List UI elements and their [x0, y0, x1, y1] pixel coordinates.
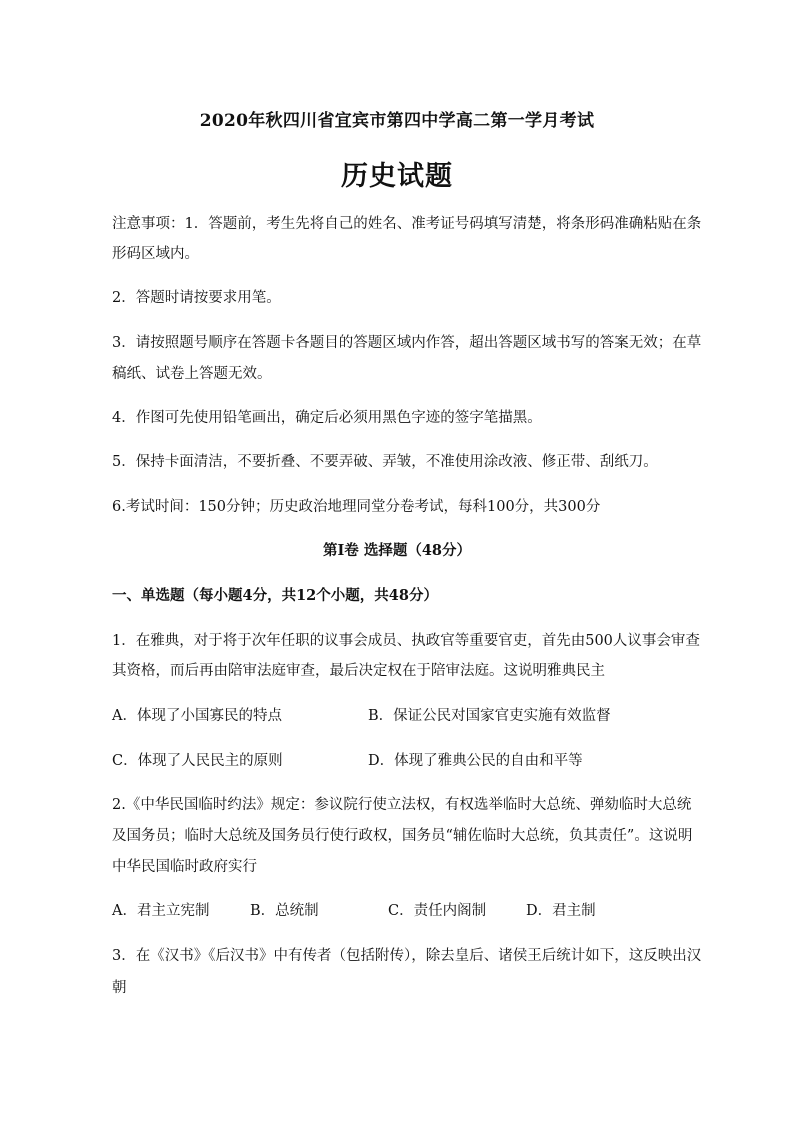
question-3-line-2: 朝 — [112, 980, 127, 996]
question-2-line-3: 中华民国临时政府实行 — [112, 859, 257, 875]
notice-1-line-2: 形码区域内。 — [112, 246, 199, 262]
volume-title: 第Ⅰ卷 选择题（48分） — [322, 542, 471, 559]
question-1-option-d: D．体现了雅典公民的自由和平等 — [368, 753, 583, 769]
question-2-option-b: B．总统制 — [250, 903, 319, 919]
question-2-line-1: 2.《中华民国临时约法》规定：参议院行使立法权，有权选举临时大总统、弹劾临时大总统 — [112, 797, 692, 813]
exam-title: 2020年秋四川省宜宾市第四中学高二第一学月考试 — [199, 111, 595, 131]
question-2-option-c: C．责任内阁制 — [388, 903, 487, 919]
question-2-line-2: 及国务员；临时大总统及国务员行使行政权，国务员“辅佐临时大总统，负其责任”。这说明 — [112, 828, 693, 844]
question-1-option-c: C．体现了人民民主的原则 — [112, 753, 283, 769]
part-title: 一、单选题（每小题4分，共12个小题，共48分） — [112, 587, 438, 604]
question-1-line-1: 1．在雅典，对于将于次年任职的议事会成员、执政官等重要官吏，首先由500人议事会审查 — [112, 633, 700, 649]
notice-5: 5．保持卡面清洁，不要折叠、不要弄破、弄皱，不准使用涂改液、修正带、刮纸刀。 — [112, 454, 658, 470]
notice-4: 4．作图可先使用铅笔画出，确定后必须用黑色字迹的签字笔描黑。 — [112, 410, 542, 426]
notice-3-line-1: 3．请按照题号顺序在答题卡各题目的答题区域内作答，超出答题区域书写的答案无效；在草 — [112, 335, 702, 351]
notice-1-line-1: 注意事项：1．答题前，考生先将自己的姓名、准考证号码填写清楚，将条形码准确粘贴在条 — [112, 216, 702, 232]
question-2-option-d: D．君主制 — [526, 903, 596, 919]
notice-3-line-2: 稿纸、试卷上答题无效。 — [112, 366, 272, 382]
notice-2: 2．答题时请按要求用笔。 — [112, 290, 281, 306]
question-3-line-1: 3．在《汉书》《后汉书》中有传者（包括附传），除去皇后、诸侯王后统计如下，这反映出汉 — [112, 948, 702, 964]
question-2-option-a: A．君主立宪制 — [112, 903, 210, 919]
question-1-option-a: A．体现了小国寡民的特点 — [112, 708, 282, 724]
question-1-line-2: 其资格，而后再由陪审法庭审查，最后决定权在于陪审法庭。这说明雅典民主 — [112, 663, 605, 679]
question-1-option-b: B．保证公民对国家官吏实施有效监督 — [368, 708, 611, 724]
subject-title: 历史试题 — [341, 161, 453, 192]
notice-6: 6.考试时间：150分钟；历史政治地理同堂分卷考试，每科100分，共300分 — [112, 499, 601, 515]
